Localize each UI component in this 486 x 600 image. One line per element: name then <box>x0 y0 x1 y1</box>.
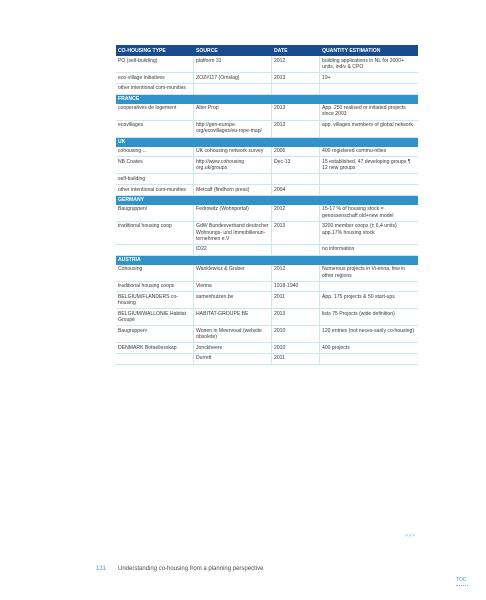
cell-type: traditional housing coops <box>118 283 175 290</box>
section-heading: GERMANY <box>116 196 418 205</box>
cell-date: 2013 <box>271 104 319 120</box>
cell-quantity: 3200 member coops (± 6,4 units) app.17% housing stock <box>319 222 418 244</box>
running-title: Understanding co-housing from a planning perspective <box>118 566 264 572</box>
cell-date: 2011 <box>271 354 319 364</box>
cell-type: cooperatives de logement <box>118 105 177 112</box>
cell-quantity <box>319 282 418 292</box>
cell-type: traditional housing coop <box>118 223 172 230</box>
cell-type: other intentional com-munities <box>118 186 186 193</box>
cell-type: PO (self-building) <box>118 57 158 64</box>
cell-source: Fedrowitz (Wohnportal) <box>193 205 271 221</box>
table-row <box>116 56 418 73</box>
table-row <box>116 84 418 95</box>
cell-quantity <box>319 84 418 94</box>
cell-date: 2013 <box>271 121 319 137</box>
cell-quantity: 400 projects <box>319 343 418 353</box>
cell-source: ZOZ#117 (Omslag) <box>193 73 271 83</box>
cell-type: NB Coates <box>118 158 143 165</box>
cell-quantity: App. 250 realised or initiated projects since 2003 <box>319 104 418 120</box>
cell-source: Metcalf (findhorn press) <box>193 185 271 195</box>
cell-date: 2010 <box>271 326 319 342</box>
cell-source: ID22 <box>193 245 271 255</box>
header-source: SOURCE <box>193 45 271 56</box>
cell-source: Jonckheere <box>193 343 271 353</box>
cell-source: Durrett <box>193 354 271 364</box>
cell-quantity: 19+ <box>319 73 418 83</box>
cell-source: HABITAT-GROUPE.BE <box>193 309 271 325</box>
cell-type: Baugruppen¹ <box>118 327 148 334</box>
table-row <box>116 265 418 282</box>
table-row <box>116 222 418 245</box>
table-body <box>116 56 418 364</box>
cell-type: other intentional com-munities <box>118 85 186 92</box>
cell-quantity <box>319 174 418 184</box>
cell-date: 2006 <box>271 147 319 157</box>
cell-source: GdW Bundesverband deutscher Wohnungs- und Immobilienun-ternehmen e.V <box>193 222 271 244</box>
cell-type: BELGIUM/WALLONIE Habitat Groupé <box>118 310 187 324</box>
cell-date: 2012 <box>271 205 319 221</box>
toc-underline <box>456 585 468 586</box>
cell-date <box>271 245 319 255</box>
continued-marker: >>> <box>405 533 416 539</box>
cell-source <box>193 174 271 184</box>
table-row <box>116 157 418 174</box>
cell-quantity: lists 75 Projects (wide definition) <box>319 309 418 325</box>
page-number: 131 <box>96 566 107 572</box>
cell-source: samenhuizen.be <box>193 292 271 308</box>
cell-source: Wonen in Meervoud (website obsolete) <box>193 326 271 342</box>
section-heading: AUSTRIA <box>116 256 418 265</box>
cell-quantity: 400 registered commu-nities <box>319 147 418 157</box>
header-date: DATE <box>271 45 319 56</box>
cell-date: Dec-13 <box>271 157 319 173</box>
cell-quantity: 15-17 % of housing stock = genossenschaft old+new model <box>319 205 418 221</box>
cell-type <box>116 245 193 255</box>
estimation-table <box>116 45 418 365</box>
cell-type <box>116 354 193 364</box>
cell-quantity <box>319 185 418 195</box>
table-row <box>116 282 418 293</box>
cell-type: ecovillages <box>118 122 144 129</box>
cell-quantity: App. 175 projects & 50 start-ups <box>319 292 418 308</box>
table-row <box>116 309 418 326</box>
cell-source: Vienna <box>193 282 271 292</box>
table-row <box>116 343 418 354</box>
cell-date: 2012 <box>271 56 319 72</box>
cell-date: 2013 <box>271 73 319 83</box>
cell-date: 2010 <box>271 343 319 353</box>
table-row <box>116 292 418 309</box>
cell-date: 2011 <box>271 292 319 308</box>
table-row <box>116 185 418 196</box>
table-row <box>116 245 418 256</box>
cell-source: platform 31 <box>193 56 271 72</box>
cell-quantity <box>319 354 418 364</box>
header-type: CO-HOUSING TYPE <box>118 47 166 54</box>
table-row <box>116 205 418 222</box>
cell-quantity: 15 established, 47 developing groups ¶ 12 new groups <box>319 157 418 173</box>
cell-source: Alter Prop <box>193 104 271 120</box>
cell-type: eco-village initiatives <box>118 74 165 81</box>
table-row <box>116 121 418 138</box>
cell-date: 1918-1940 <box>271 282 319 292</box>
cell-type: BELGIUM/FLANDERS co-housing <box>118 293 179 307</box>
cell-type: cohousing ... <box>118 148 147 155</box>
cell-quantity: no information <box>319 245 418 255</box>
cell-source: Wanklewicz & Gruber <box>193 265 271 281</box>
table-row <box>116 326 418 343</box>
cell-type: DENMARK Bofaellesskap <box>118 344 177 351</box>
table-row <box>116 174 418 185</box>
cell-quantity: 120 entries (not neces-sarily co-housing) <box>319 326 418 342</box>
section-heading: FRANCE <box>116 95 418 104</box>
cell-quantity: building applications in NL for 3000+ units, indiv & CPO <box>319 56 418 72</box>
table-row <box>116 73 418 84</box>
table-row <box>116 354 418 365</box>
table-row <box>116 104 418 121</box>
table-row <box>116 147 418 158</box>
cell-quantity: Numerous projects in Vi-enna, few in other regions <box>319 265 418 281</box>
cell-date: 2004 <box>271 185 319 195</box>
cell-date <box>271 174 319 184</box>
table-header <box>116 45 418 56</box>
cell-date <box>271 84 319 94</box>
cell-source: http://gen-europe. org/ecovillages/eu-rope-map/ <box>193 121 271 137</box>
cell-type: self-building <box>118 175 146 182</box>
toc-link[interactable]: TOC <box>456 577 467 583</box>
cell-source: http://www.cohousing org.uk/groups <box>193 157 271 173</box>
cell-source: UK cohousing network survey <box>193 147 271 157</box>
cell-quantity: app. villages members of global network <box>319 121 418 137</box>
cell-source <box>193 84 271 94</box>
section-heading: UK <box>116 138 418 147</box>
cell-date: 2013 <box>271 222 319 244</box>
cell-type: Cohousing <box>118 266 143 273</box>
header-quantity: QUANTITY ESTIMATION <box>319 45 418 56</box>
cell-date: 2013 <box>271 309 319 325</box>
cell-date: 2012 <box>271 265 319 281</box>
cell-type: Baugruppen/ <box>118 206 148 213</box>
